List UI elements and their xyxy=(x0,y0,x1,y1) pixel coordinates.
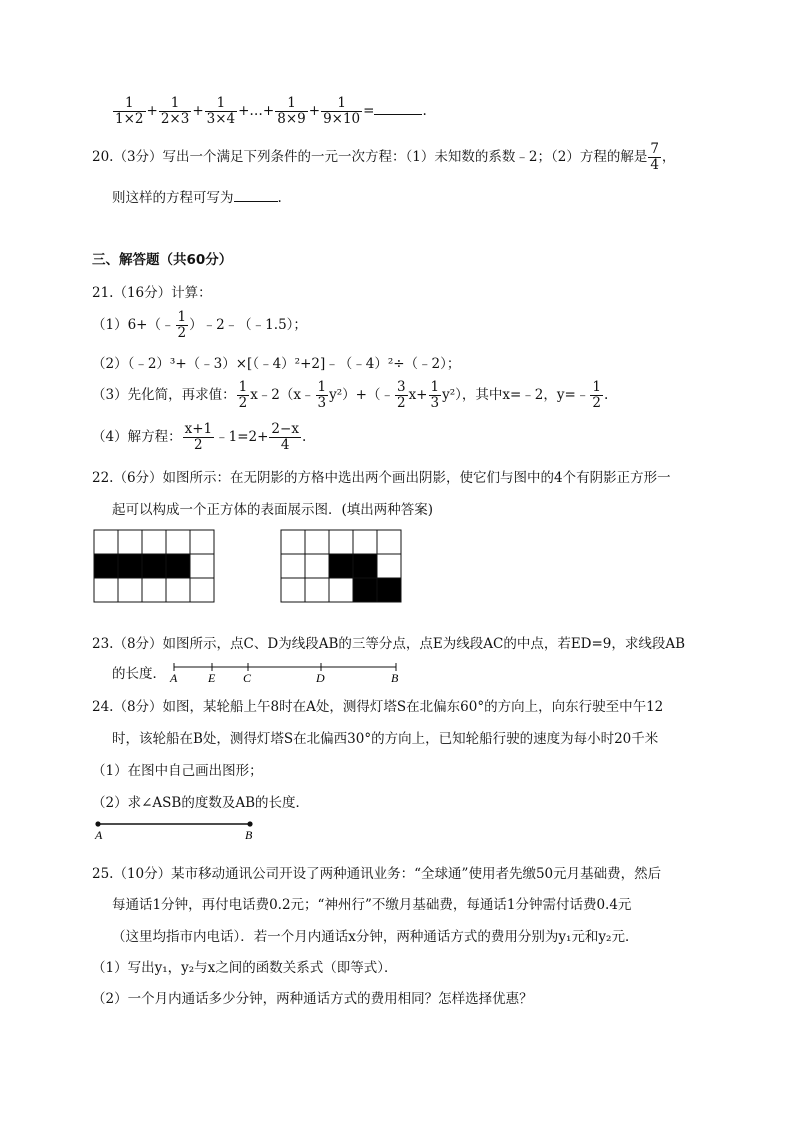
q24-line2: 时，该轮船在B处，测得灯塔S在北偏西30°的方向上，已知轮船行驶的速度为每小时20千米 xyxy=(112,731,659,747)
q21-head: 21.（16分）计算： xyxy=(92,285,212,301)
empty-square xyxy=(329,578,353,602)
q25-line1: 25.（10分）某市移动通讯公司开设了两种通讯业务：“全球通”使用者先缴50元月基础费，然后 xyxy=(92,866,662,882)
empty-square xyxy=(142,530,166,554)
empty-square xyxy=(329,530,353,554)
q21-part4: （4）解方程： $\frac{x+1}{2}$ ﹣1=2+ $\frac{2-x}{4}$ . xyxy=(92,421,307,453)
answer-blank[interactable] xyxy=(374,114,422,115)
empty-square xyxy=(305,554,329,578)
shaded-square xyxy=(377,578,401,602)
point-label: E xyxy=(208,671,216,684)
cube-net-grid-left xyxy=(93,529,217,605)
shaded-square xyxy=(329,554,353,578)
point-label: C xyxy=(243,671,252,684)
empty-square xyxy=(377,530,401,554)
q25-sub1: （1）写出y₁，y₂与x之间的函数关系式（即等式）． xyxy=(92,960,398,976)
fraction: $\frac{x+1}{2}$ xyxy=(184,421,213,453)
q23-line1: 23.（8分）如图所示，点C、D为线段AB的三等分点，点E为线段AC的中点，若ED=9，求线段AB xyxy=(92,636,686,652)
empty-square xyxy=(377,554,401,578)
q22-line2: 起可以构成一个正方体的表面展示图．(填出两种答案) xyxy=(112,502,434,518)
q20-line1: 20.（3分）写出一个满足下列条件的一元一次方程：（1）未知数的系数﹣2；（2）方程的解是 $\frac{7}{4}$ ， xyxy=(92,141,676,173)
q20-line2: 则这样的方程可写为 . xyxy=(112,190,282,206)
shaded-square xyxy=(118,554,142,578)
q25-sub2: （2）一个月内通话多少分钟，两种通话方式的费用相同？怎样选择优惠？ xyxy=(92,991,533,1007)
segment-diagram-ship xyxy=(90,818,262,842)
fraction: $\frac{3}{2}$ xyxy=(396,379,406,411)
empty-square xyxy=(166,530,190,554)
empty-square xyxy=(190,530,214,554)
answer-blank[interactable] xyxy=(234,201,278,202)
q22-line1: 22.（6分）如图所示：在无阴影的方格中选出两个画出阴影，使它们与图中的4个有阴影正方形一 xyxy=(92,470,671,486)
q25-line3: （这里均指市内电话）．若一个月内通话x分钟，两种通话方式的费用分别为y₁元和y₂元． xyxy=(112,929,639,945)
segment-diagram-ab xyxy=(168,660,402,684)
empty-square xyxy=(281,554,305,578)
fraction: $\frac{1}{3}$ xyxy=(430,379,440,411)
point-label: A xyxy=(95,828,103,842)
q21-part1: （1）6+（﹣ $\frac{1}{2}$ ）﹣2﹣（﹣1.5）； xyxy=(92,309,307,341)
fraction: $\frac{1}{1\times 2}$ xyxy=(115,95,144,127)
empty-square xyxy=(118,578,142,602)
section-title: 三、解答题（共60分） xyxy=(92,252,233,268)
point-a xyxy=(95,821,100,826)
empty-square xyxy=(94,530,118,554)
empty-square xyxy=(142,578,166,602)
q24-sub1: （1）在图中自己画出图形； xyxy=(92,763,263,779)
point-label: D xyxy=(316,671,325,684)
shaded-square xyxy=(166,554,190,578)
point-label: B xyxy=(391,671,399,684)
fraction: $\frac{1}{2}$ xyxy=(238,379,248,411)
fraction: $\frac{1}{8\times 9}$ xyxy=(277,95,306,127)
q24-sub2: （2）求∠ASB的度数及AB的长度． xyxy=(92,795,309,811)
shaded-square xyxy=(94,554,118,578)
empty-square xyxy=(281,578,305,602)
point-label: B xyxy=(245,828,253,842)
point-b xyxy=(247,821,252,826)
q21-part2: （2）（﹣2）³+（﹣3）×[（﹣4）²+2]﹣（﹣4）²÷（﹣2）； xyxy=(92,356,461,372)
empty-square xyxy=(166,578,190,602)
q25-line2: 每通话1分钟，再付电话费0.2元；“神州行”不缴月基础费，每通话1分钟需付话费0.4元 xyxy=(112,897,632,913)
empty-square xyxy=(118,530,142,554)
fraction: $\frac{1}{2}$ xyxy=(177,309,187,341)
fraction: $\frac{1}{3}$ xyxy=(317,379,327,411)
empty-square xyxy=(305,578,329,602)
fraction: $\frac{2-x}{4}$ xyxy=(271,421,299,453)
q24-line1: 24.（8分）如图，某轮船上午8时在A处，测得灯塔S在北偏东60°的方向上，向东行驶至中午12 xyxy=(92,699,664,715)
fraction: $\frac{1}{9\times 10}$ xyxy=(323,95,361,127)
fraction: $\frac{1}{2}$ xyxy=(592,379,601,411)
q19-fraction-sum: $\frac{1}{1\times 2}$ + $\frac{1}{2\times 3}$ + $\frac{1}{3\times 4}$ +…+ $\frac{1}{8\times 9}$ + $\frac{1}{9\times 10}$ = . xyxy=(115,95,427,127)
empty-square xyxy=(190,578,214,602)
cube-net-grid-right xyxy=(280,529,404,605)
empty-square xyxy=(281,530,305,554)
q23-line2: 的长度． xyxy=(112,666,166,682)
fraction: $\frac{1}{3\times 4}$ xyxy=(206,95,236,127)
empty-square xyxy=(353,530,377,554)
shaded-square xyxy=(353,578,377,602)
fraction: $\frac{7}{4}$ xyxy=(650,141,659,173)
fraction: $\frac{1}{2\times 3}$ xyxy=(160,95,190,127)
q21-part3: （3）先化简，再求值： $\frac{1}{2}$ x﹣2（x﹣ $\frac{1}{3}$ y²）+（﹣ $\frac{3}{2}$ x+ $\frac{1}{3}$ y²），其中x=﹣2，y=﹣ $\frac{1}{2}$ . xyxy=(92,379,609,411)
shaded-square xyxy=(142,554,166,578)
point-label: A xyxy=(170,671,178,684)
shaded-square xyxy=(353,554,377,578)
empty-square xyxy=(305,530,329,554)
empty-square xyxy=(190,554,214,578)
empty-square xyxy=(94,578,118,602)
